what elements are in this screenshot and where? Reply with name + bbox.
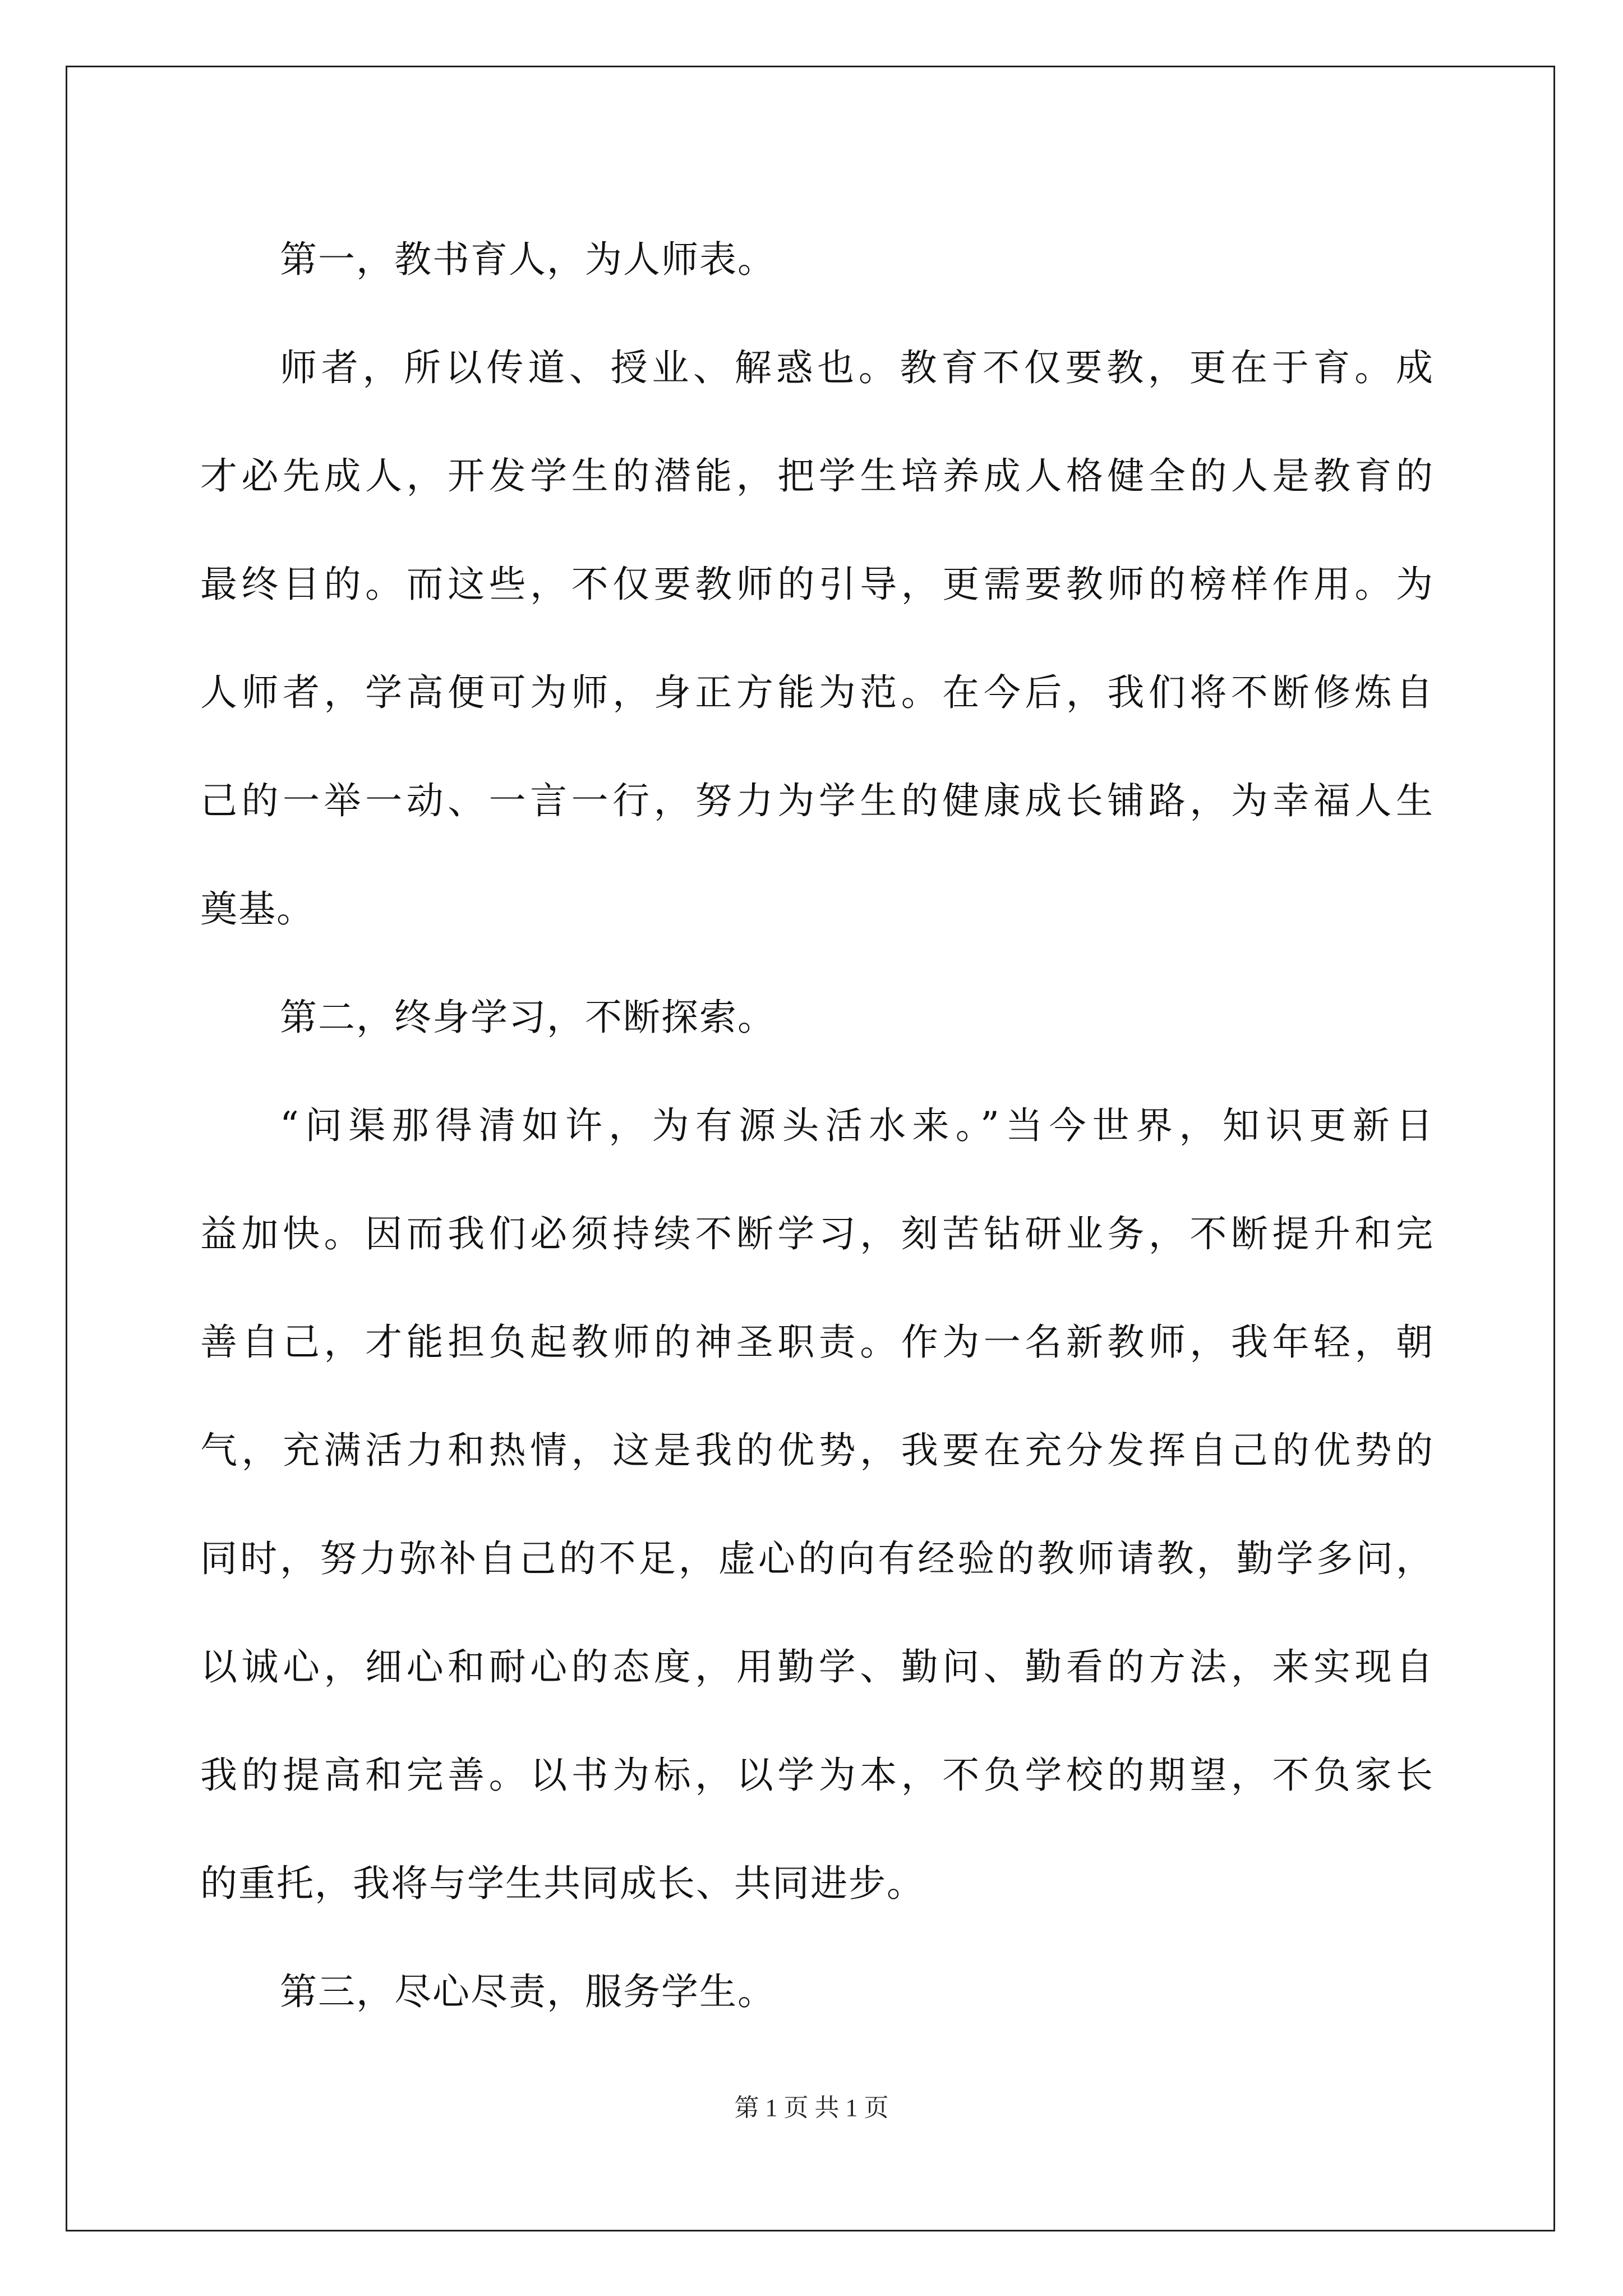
paragraph-line: 己的一举一动、一言一行，努力为学生的健康成长铺路，为幸福人生 xyxy=(200,779,1434,822)
paragraph-line: 气，充满活力和热情，这是我的优势，我要在充分发挥自己的优势的 xyxy=(200,1429,1434,1472)
page-number-footer: 第 1 页 共 1 页 xyxy=(734,2094,889,2122)
paragraph-line: 师者，所以传道、授业、解惑也。教育不仅要教，更在于育。成 xyxy=(280,346,1434,389)
paragraph-line: 人师者，学高便可为师，身正方能为范。在今后，我们将不断修炼自 xyxy=(200,671,1434,714)
paragraph-line: 善自己，才能担负起教师的神圣职责。作为一名新教师，我年轻，朝 xyxy=(200,1320,1434,1364)
paragraph-line: “问渠那得清如许，为有源头活水来。”当今世界，知识更新日 xyxy=(280,1104,1434,1147)
paragraph-line: 才必先成人，开发学生的潜能，把学生培养成人格健全的人是教育的 xyxy=(200,454,1434,498)
paragraph-line: 同时，努力弥补自己的不足，虚心的向有经验的教师请教，勤学多问， xyxy=(200,1537,1434,1580)
document-body xyxy=(200,205,1434,2046)
paragraph-line: 的重托，我将与学生共同成长、共同进步。 xyxy=(200,1862,925,1905)
paragraph-line: 我的提高和完善。以书为标，以学为本，不负学校的期望，不负家长 xyxy=(200,1754,1434,1797)
section-heading-1: 第一，教书育人，为人师表。 xyxy=(280,238,776,281)
paragraph-line: 以诚心，细心和耐心的态度，用勤学、勤问、勤看的方法，来实现自 xyxy=(200,1645,1434,1688)
section-heading-3: 第三，尽心尽责，服务学生。 xyxy=(280,1970,776,2013)
paragraph-line: 奠基。 xyxy=(200,887,315,931)
paragraph-line: 最终目的。而这些，不仅要教师的引导，更需要教师的榜样作用。为 xyxy=(200,563,1434,606)
paragraph-line: 益加快。因而我们必须持续不断学习，刻苦钻研业务，不断提升和完 xyxy=(200,1212,1434,1255)
section-heading-2: 第二，终身学习，不断探索。 xyxy=(280,996,776,1039)
